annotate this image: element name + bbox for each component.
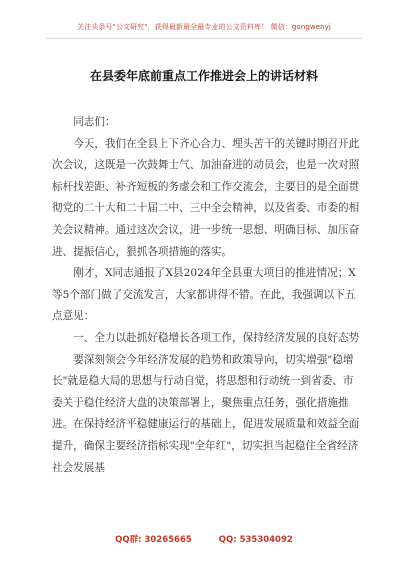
qq-group-text: QQ群: 30265665 [115, 535, 192, 545]
paragraph-3: 要深刻领会今年经济发展的趋势和政策导向，切实增强"稳增长"就是稳大局的思想与行动自觉，将思想和行动统一到省委、市委关于稳住经济大盘的决策部署上，聚焦重点任务，强化措施推进。在保持经济平稳健康运行的基础上，促进发展质量和效益全面提升，确保主要经济指标实现"全年红"，切实担当起稳住全省经济社会发展基 [52, 353, 360, 474]
document-title: 在县委年底前重点工作推进会上的讲话材料 [89, 69, 318, 83]
salutation: 同志们： [73, 116, 116, 128]
document-body [52, 112, 360, 479]
paragraph-1: 今天，我们在全县上下齐心合力、埋头苦干的关键时期召开此次会议，这既是一次鼓舞士气、加油奋进的动员会，也是一次对照标杆找差距、补齐短板的务虚会和工作交流会，主要目的是全面贯彻党的二十大和二十届二中、三中全会精神，以及省委、市委的相关会议精神。通过这次会议，进一步统一思想、明确目标、加压奋进、提振信心，狠抓各项措施的落实。 [52, 137, 360, 258]
qq-text: QQ: 535304092 [218, 535, 293, 545]
promo-banner: 关注头条号"公文研究"，获得最新最全最专业的公文资料库！ 微信：gongwenyj [77, 23, 331, 31]
banner-divider [46, 38, 362, 39]
paragraph-2: 刚才，X同志通报了X县2024年全县重大项目的推进情况；X等5个部门做了交流发言，大家都讲得不错。在此，我强调以下五点意见： [52, 267, 356, 323]
section-heading-1: 一、全力以赴抓好稳增长各项工作，保持经济发展的良好态势 [73, 331, 360, 344]
contact-footer [0, 533, 408, 545]
